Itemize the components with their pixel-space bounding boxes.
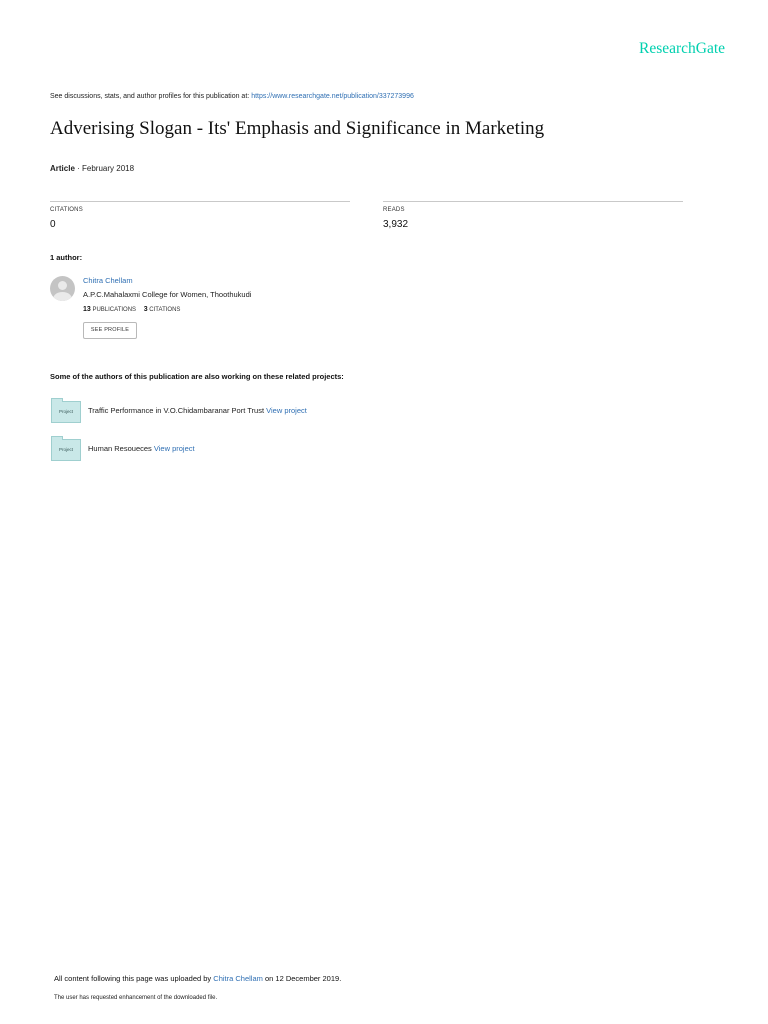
- author-citations-label: CITATIONS: [149, 307, 181, 313]
- view-project-link[interactable]: View project: [266, 406, 307, 415]
- avatar-head-shape: [58, 281, 67, 290]
- citations-value: 0: [50, 219, 56, 230]
- see-profile-button[interactable]: SEE PROFILE: [83, 322, 137, 339]
- project-icon-label: Project: [58, 409, 73, 414]
- project-folder-icon: [51, 439, 81, 461]
- citations-divider: [50, 201, 350, 202]
- author-avatar[interactable]: [50, 276, 75, 301]
- discussion-text: See discussions, stats, and author profiles for this publication at:: [50, 93, 250, 100]
- project-title: Human Resoueces: [88, 444, 152, 453]
- project-folder-icon: [51, 401, 81, 423]
- project-item: [88, 406, 307, 415]
- author-stats: [83, 306, 180, 313]
- project-item: [88, 444, 195, 453]
- project-icon-label: Project: [58, 447, 73, 452]
- upload-prefix: All content following this page was uploaded by: [54, 974, 212, 983]
- publications-count: 13: [83, 306, 91, 313]
- footer-note: The user has requested enhancement of the downloaded file.: [54, 995, 218, 1001]
- view-project-link[interactable]: View project: [153, 444, 195, 453]
- upload-info: [54, 974, 341, 983]
- author-name-link[interactable]: Chitra Chellam: [83, 276, 133, 285]
- reads-divider: [383, 201, 683, 202]
- uploader-link[interactable]: Chitra Chellam: [213, 974, 263, 983]
- publications-label: PUBLICATIONS: [92, 307, 137, 313]
- authors-heading: 1 author:: [50, 253, 83, 262]
- article-date: · February 2018: [74, 164, 135, 173]
- avatar-body-shape: [53, 292, 72, 301]
- citations-label: CITATIONS: [50, 207, 83, 213]
- researchgate-logo[interactable]: ResearchGate: [639, 40, 726, 57]
- projects-heading: Some of the authors of this publication are also working on these related projects:: [50, 372, 344, 381]
- author-citations-count: 3: [143, 306, 148, 313]
- article-type: Article: [50, 164, 75, 173]
- publication-url-link[interactable]: https://www.researchgate.net/publication/337273996: [251, 93, 414, 100]
- article-meta: [50, 164, 134, 173]
- reads-label: READS: [383, 207, 405, 213]
- publication-title: Adverising Slogan - Its' Emphasis and Significance in Marketing: [50, 118, 545, 139]
- reads-value: 3,932: [383, 219, 409, 230]
- author-institution: A.P.C.Mahalaxmi College for Women, Thoothukudi: [83, 290, 252, 299]
- discussion-line: [50, 93, 414, 100]
- project-title: Traffic Performance in V.O.Chidambaranar Port Trust: [88, 406, 265, 415]
- upload-suffix: on 12 December 2019.: [264, 974, 342, 983]
